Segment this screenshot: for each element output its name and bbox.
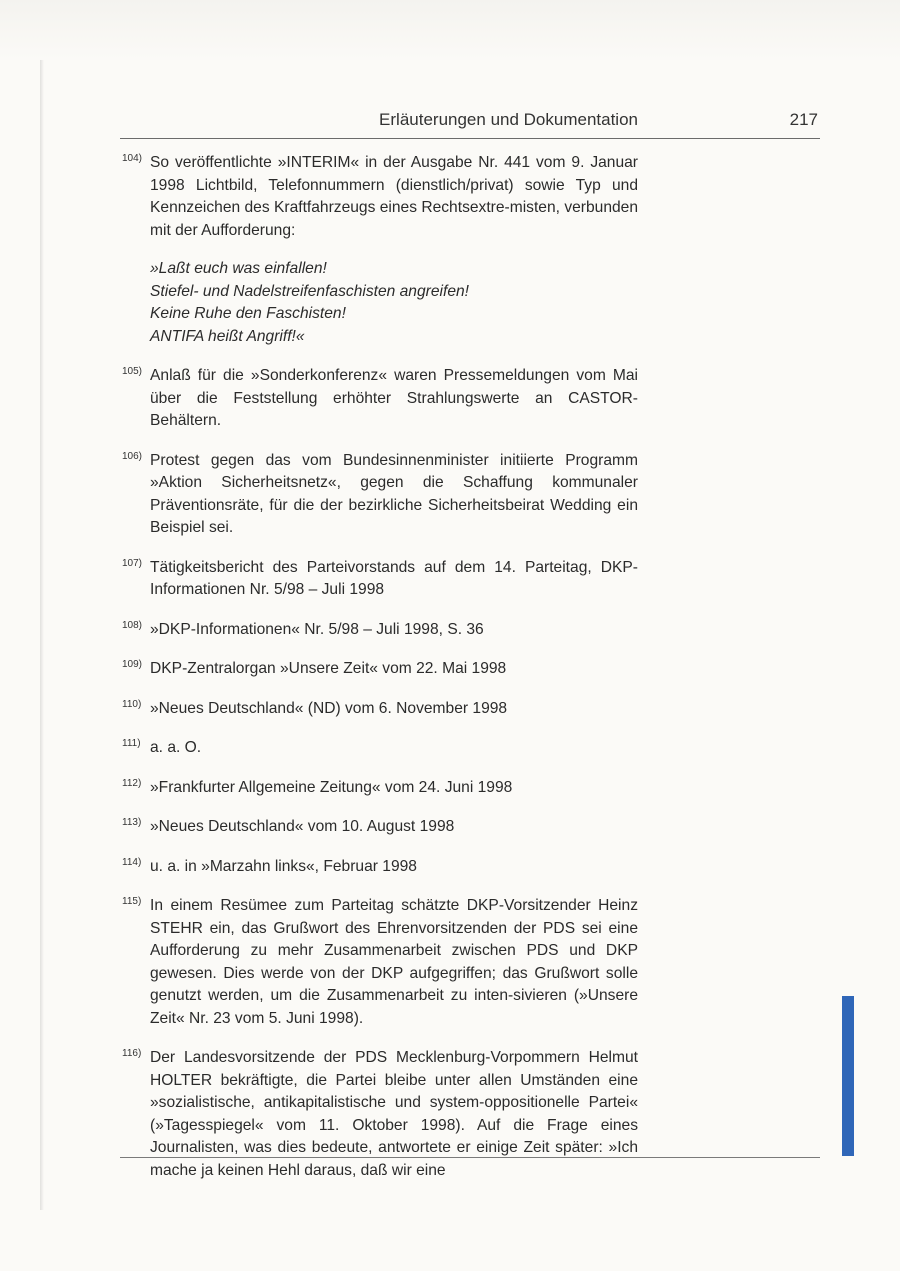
endnote-number: 116)	[122, 1048, 142, 1059]
endnote-115	[122, 895, 638, 1030]
endnote-number: 109)	[122, 659, 143, 670]
endnote-number: 104)	[122, 153, 143, 164]
endnote-116	[122, 1047, 638, 1182]
endnote-114	[122, 856, 638, 879]
endnote-number: 107)	[122, 557, 143, 569]
endnote-text: Tätigkeitsbericht des Parteivorstands auf dem 14. Parteitag, DKP-Informationen Nr. 5/98 – Juli 1998	[150, 558, 638, 598]
quote-line: ANTIFA heißt Angriff!«	[150, 327, 305, 345]
endnote-text: »DKP-Informationen« Nr. 5/98 – Juli 1998, S. 36	[150, 620, 484, 638]
endnote-number: 115)	[122, 896, 142, 907]
thumb-index-tab	[842, 996, 854, 1156]
scan-edge-shadow	[0, 0, 900, 60]
quote-line: Keine Ruhe den Faschisten!	[150, 305, 346, 322]
endnote-number: 114)	[122, 856, 142, 868]
endnote-text: a. a. O.	[150, 739, 202, 756]
footer-rule	[120, 1157, 820, 1158]
endnote-text: »Neues Deutschland« vom 10. August 1998	[150, 818, 455, 835]
endnote-number: 106)	[122, 450, 143, 462]
endnote-106	[122, 450, 638, 540]
page-spine-shadow	[40, 60, 44, 1210]
endnote-text: u. a. in »Marzahn links«, Februar 1998	[150, 857, 417, 875]
endnote-text: In einem Resümee zum Parteitag schätzte DKP-Vorsitzender Heinz STEHR ein, das Grußwort des Ehrenvorsitzenden der PDS sei eine Aufforderung zu mehr Zusammenarbeit zwischen PDS und DKP gewesen. Dies werde von der DKP aufgegriffen; das Grußwort solle genutzt werden, um die Zusammenarbeit zu inten-sivieren (»Unsere Zeit« Nr. 23 vom 5. Juni 1998).	[150, 897, 638, 1027]
endnote-105	[122, 365, 638, 433]
endnote-text: Der Landesvorsitzende der PDS Mecklenburg-Vorpommern Helmut HOLTER bekräftigte, die Partei bleibe unter allen Umständen eine »sozialistische, antikapitalistische und system-oppositionelle Partei« (»Tagesspiegel« vom 11. Oktober 1998). Auf die Frage eines Journalisten, was dies bedeute, antwortete er einige Zeit später: »Ich mache ja keinen Hehl daraus, daß wir eine	[150, 1049, 638, 1179]
endnote-text: So veröffentlichte »INTERIM« in der Ausgabe Nr. 441 vom 9. Januar 1998 Lichtbild, Telefonnummern (dienstlich/privat) sowie Typ und Kennzeichen des Kraftfahrzeugs eines Rechtsextre-misten, verbunden mit der Aufforderung:	[150, 154, 639, 239]
endnote-108	[122, 619, 638, 642]
endnote-quote	[150, 258, 638, 348]
endnotes-list	[122, 152, 638, 1199]
endnote-number: 110)	[122, 698, 142, 710]
endnote-110	[122, 698, 638, 721]
endnote-text: Protest gegen das vom Bundesinnenminister initiierte Programm »Aktion Sicherheitsnetz«, gegen die Schaffung kommunaler Präventionsräte, für die der bezirkliche Sicherheitsbeirat Wedding ein Beispiel sei.	[150, 451, 638, 536]
quote-line: »Laßt euch was einfallen!	[150, 260, 327, 277]
endnote-112	[122, 777, 638, 800]
page-number: 217	[789, 110, 818, 129]
endnote-number: 108)	[122, 619, 143, 631]
endnote-number: 105)	[122, 366, 143, 377]
endnote-text: »Neues Deutschland« (ND) vom 6. November 1998	[150, 699, 508, 717]
endnote-107	[122, 557, 638, 602]
endnote-number: 112)	[122, 777, 142, 789]
endnote-111	[122, 737, 638, 760]
running-title: Erläuterungen und Dokumentation	[379, 110, 638, 129]
endnote-104	[122, 152, 638, 348]
endnote-number: 111)	[122, 738, 141, 749]
endnote-text: DKP-Zentralorgan »Unsere Zeit« vom 22. Mai 1998	[150, 660, 507, 677]
quote-line: Stiefel- und Nadelstreifenfaschisten angreifen!	[150, 282, 469, 300]
endnote-text: Anlaß für die »Sonderkonferenz« waren Pressemeldungen vom Mai über die Feststellung erhöhter Strahlungswerte an CASTOR-Behältern.	[150, 367, 638, 429]
endnote-number: 113)	[122, 817, 142, 828]
page-header	[120, 110, 820, 139]
endnote-113	[122, 816, 638, 839]
endnote-109	[122, 658, 638, 681]
endnote-text: »Frankfurter Allgemeine Zeitung« vom 24. Juni 1998	[150, 778, 513, 796]
